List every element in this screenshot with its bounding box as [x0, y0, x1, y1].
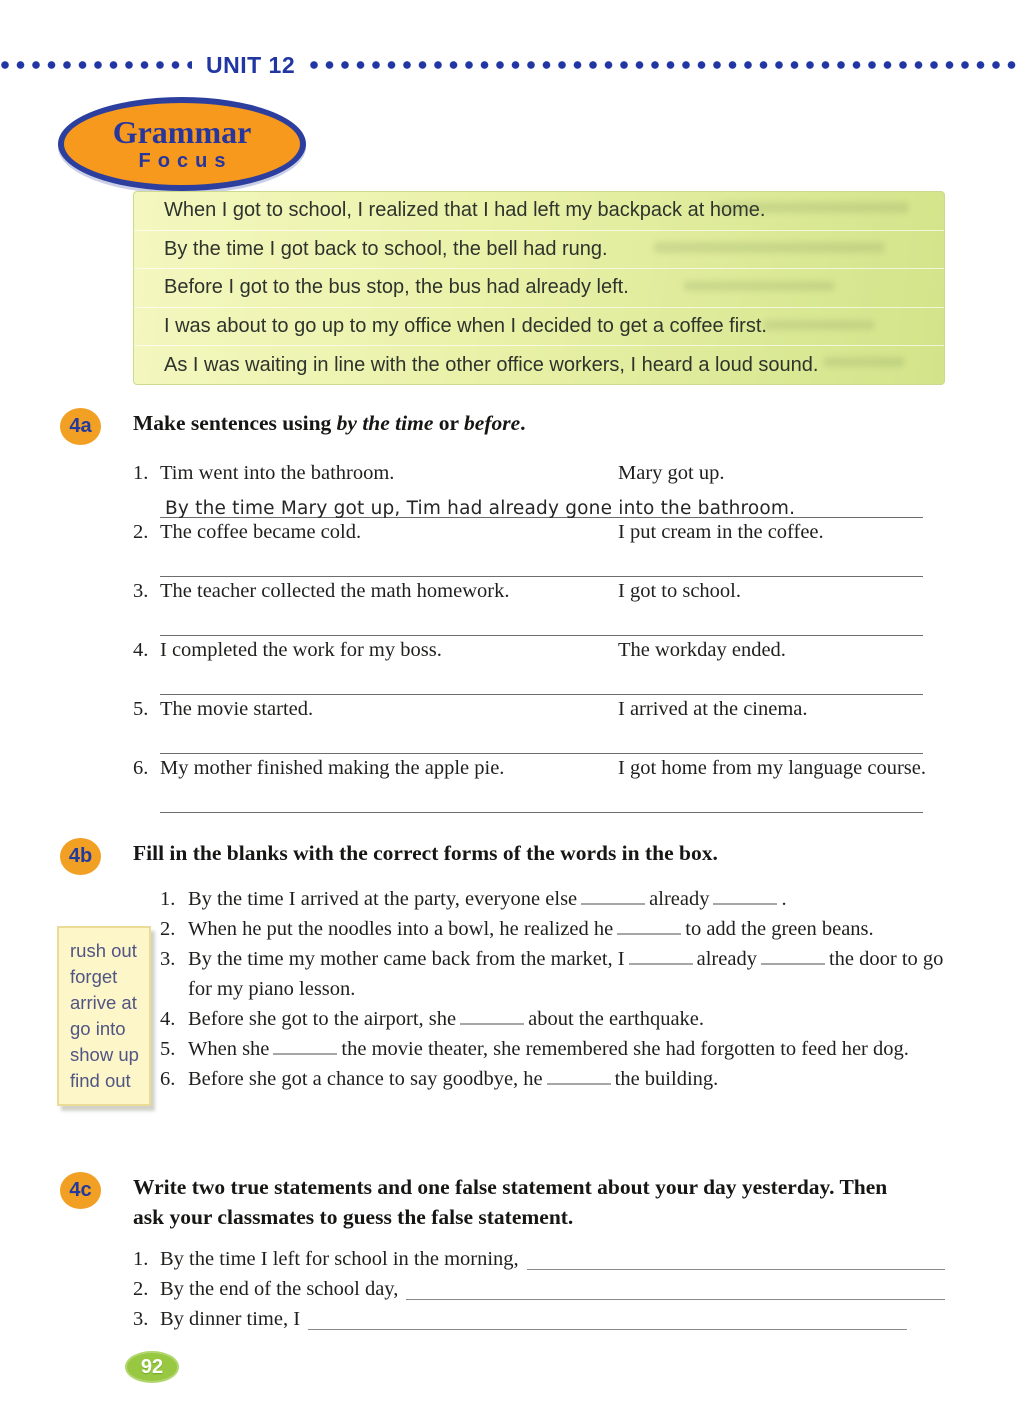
- sentence-text: to add the green beans.: [685, 918, 874, 940]
- list-item: [133, 1275, 945, 1305]
- sentence-right: I put cream in the coffee.: [618, 521, 824, 543]
- section-4b: [0, 838, 1024, 1094]
- word-box-entry: go into: [70, 1018, 126, 1039]
- sentence-left: The coffee became cold.: [160, 521, 362, 543]
- word-box: [57, 926, 151, 1106]
- list-item: [133, 1305, 945, 1335]
- answer-blank[interactable]: [713, 892, 777, 905]
- page-number-badge: 92: [125, 1351, 179, 1383]
- sentence-text: the movie theater, she remembered she had forgotten to feed her dog.: [341, 1038, 909, 1060]
- item-number: 3.: [133, 1308, 149, 1330]
- answer-line[interactable]: [160, 732, 923, 754]
- answer-blank[interactable]: [617, 922, 681, 935]
- item-number: 3.: [160, 948, 176, 970]
- statement-stem: By dinner time, I: [160, 1308, 301, 1330]
- fill-blank-sentence: [188, 1034, 946, 1064]
- list-item: [133, 580, 945, 636]
- print-bleed-artifact: [824, 357, 904, 367]
- item-number: 6.: [133, 757, 149, 779]
- sentence-text: When she: [188, 1038, 270, 1060]
- list-item: [133, 521, 945, 577]
- sentence-text: about the earthquake.: [528, 1008, 705, 1030]
- dotted-line-right: [309, 60, 1022, 70]
- section-4c: [0, 1172, 1024, 1335]
- statement-stem: By the time I left for school in the morning,: [160, 1248, 519, 1270]
- grammar-examples-box: [133, 191, 945, 385]
- sentence-text: already: [649, 888, 710, 910]
- section-4c-heading: Write two true statements and one false statement about your day yesterday. Then ask your classmates to guess the false statement.: [133, 1175, 888, 1229]
- sentence-left: The teacher collected the math homework.: [160, 580, 510, 602]
- heading-italic-term: by the time: [336, 411, 434, 435]
- section-4a-heading: [133, 408, 964, 438]
- sentence-text: Before she got a chance to say goodbye, he: [188, 1068, 543, 1090]
- section-badge-4a: 4a: [60, 408, 101, 445]
- heading-italic-term: before: [464, 411, 521, 435]
- section-4a: [0, 408, 1024, 816]
- print-bleed-artifact: [654, 242, 884, 253]
- item-number: 5.: [160, 1038, 176, 1060]
- sentence-left: The movie started.: [160, 698, 314, 720]
- dotted-line-left: [0, 60, 192, 70]
- item-number: 2.: [133, 1278, 149, 1300]
- item-number: 6.: [160, 1068, 176, 1090]
- section-badge-4c: 4c: [60, 1172, 101, 1209]
- example-sentence: [134, 269, 944, 308]
- section-badge-4b: 4b: [60, 838, 101, 875]
- sentence-text: Before she got to the airport, she: [188, 1008, 457, 1030]
- sentence-right: The workday ended.: [618, 639, 786, 661]
- example-sentence-text: As I was waiting in line with the other office workers, I heard a loud sound.: [164, 354, 819, 377]
- item-number: 3.: [133, 580, 149, 602]
- example-sentence-text: When I got to school, I realized that I had left my backpack at home.: [164, 199, 766, 222]
- answer-line[interactable]: [406, 1275, 945, 1300]
- sentence-left: My mother finished making the apple pie.: [160, 757, 505, 779]
- write-statements-list: [133, 1245, 945, 1335]
- sentence-text: By the time I arrived at the party, everyone else: [188, 888, 578, 910]
- answer-blank[interactable]: [761, 952, 825, 965]
- sentence-text: By the time my mother came back from the market, I: [188, 948, 625, 970]
- sentence-right: I arrived at the cinema.: [618, 698, 808, 720]
- list-item: [160, 914, 946, 944]
- sentence-left: Tim went into the bathroom.: [160, 462, 395, 484]
- sentence-right: I got home from my language course.: [618, 757, 926, 779]
- item-number: 2.: [133, 521, 149, 543]
- item-number: 2.: [160, 918, 176, 940]
- fill-blank-sentence: [188, 884, 946, 914]
- sentence-text: When he put the noodles into a bowl, he realized he: [188, 918, 614, 940]
- list-item: [133, 1245, 945, 1275]
- fill-blank-sentence: [188, 1064, 946, 1094]
- sentence-right: I got to school.: [618, 580, 741, 602]
- list-item: [160, 884, 946, 914]
- list-item: [133, 639, 945, 695]
- heading-text: or: [433, 411, 465, 435]
- fill-blank-sentence: [188, 1004, 946, 1034]
- example-sentence: [134, 308, 944, 347]
- grammar-focus-title-line1: Grammar: [112, 113, 252, 150]
- answer-line[interactable]: [160, 614, 923, 636]
- grammar-focus-badge: [58, 97, 306, 191]
- statement-stem: By the end of the school day,: [160, 1278, 399, 1300]
- unit-title: UNIT 12: [206, 51, 296, 78]
- answer-blank[interactable]: [273, 1042, 337, 1055]
- sentence-text: the building.: [614, 1068, 719, 1090]
- example-sentence-text: I was about to go up to my office when I decided to get a coffee first.: [164, 315, 767, 338]
- answer-blank[interactable]: [460, 1012, 524, 1025]
- word-box-entry: show up: [70, 1044, 139, 1065]
- print-bleed-artifact: [684, 281, 834, 291]
- answer-line[interactable]: [160, 673, 923, 695]
- sentence-pairs-list: [133, 462, 945, 813]
- example-sentence: [134, 192, 944, 231]
- answer-line[interactable]: [160, 555, 923, 577]
- section-4b-heading: Fill in the blanks with the correct forms of the words in the box.: [133, 841, 718, 865]
- example-sentence: [134, 346, 944, 385]
- sentence-right: Mary got up.: [618, 462, 725, 484]
- answer-line[interactable]: [527, 1245, 945, 1270]
- answer-line[interactable]: [160, 496, 923, 518]
- list-item: [160, 1034, 946, 1064]
- answer-line[interactable]: [308, 1305, 907, 1330]
- item-number: 4.: [133, 639, 149, 661]
- sentence-text: the door to go for my piano lesson.: [188, 948, 944, 1000]
- word-box-entry: arrive at: [70, 992, 137, 1013]
- example-sentence: [134, 231, 944, 270]
- fill-blank-sentence: [188, 944, 946, 1004]
- heading-text: Make sentences using: [133, 411, 337, 435]
- list-item: [133, 698, 945, 754]
- list-item: [160, 944, 946, 1004]
- item-number: 5.: [133, 698, 149, 720]
- print-bleed-artifact: [764, 320, 874, 330]
- answer-line[interactable]: [160, 791, 923, 813]
- word-box-entry: forget: [70, 966, 118, 987]
- fill-blank-list: [160, 884, 946, 1094]
- fill-blank-sentence: [188, 914, 946, 944]
- sentence-text: already: [696, 948, 757, 970]
- sentence-left: I completed the work for my boss.: [160, 639, 442, 661]
- sentence-text: .: [781, 888, 787, 910]
- list-item: [160, 1004, 946, 1034]
- heading-text: .: [520, 411, 526, 435]
- item-number: 1.: [160, 888, 176, 910]
- example-sentence-text: By the time I got back to school, the bell had rung.: [164, 237, 608, 260]
- handwritten-answer: By the time Mary got up, Tim had already gone into the bathroom.: [165, 498, 796, 519]
- item-number: 1.: [133, 1248, 149, 1270]
- answer-blank[interactable]: [581, 892, 645, 905]
- list-item: [133, 462, 945, 518]
- item-number: 1.: [133, 462, 149, 484]
- unit-header: [0, 52, 1024, 78]
- list-item: [133, 757, 945, 813]
- example-sentence-text: Before I got to the bus stop, the bus had already left.: [164, 276, 629, 299]
- word-box-entry: find out: [70, 1070, 131, 1091]
- answer-blank[interactable]: [547, 1072, 611, 1085]
- list-item: [160, 1064, 946, 1094]
- item-number: 4.: [160, 1008, 176, 1030]
- word-box-entry: rush out: [70, 940, 137, 961]
- grammar-focus-title-line2: Focus: [138, 149, 233, 172]
- answer-blank[interactable]: [629, 952, 693, 965]
